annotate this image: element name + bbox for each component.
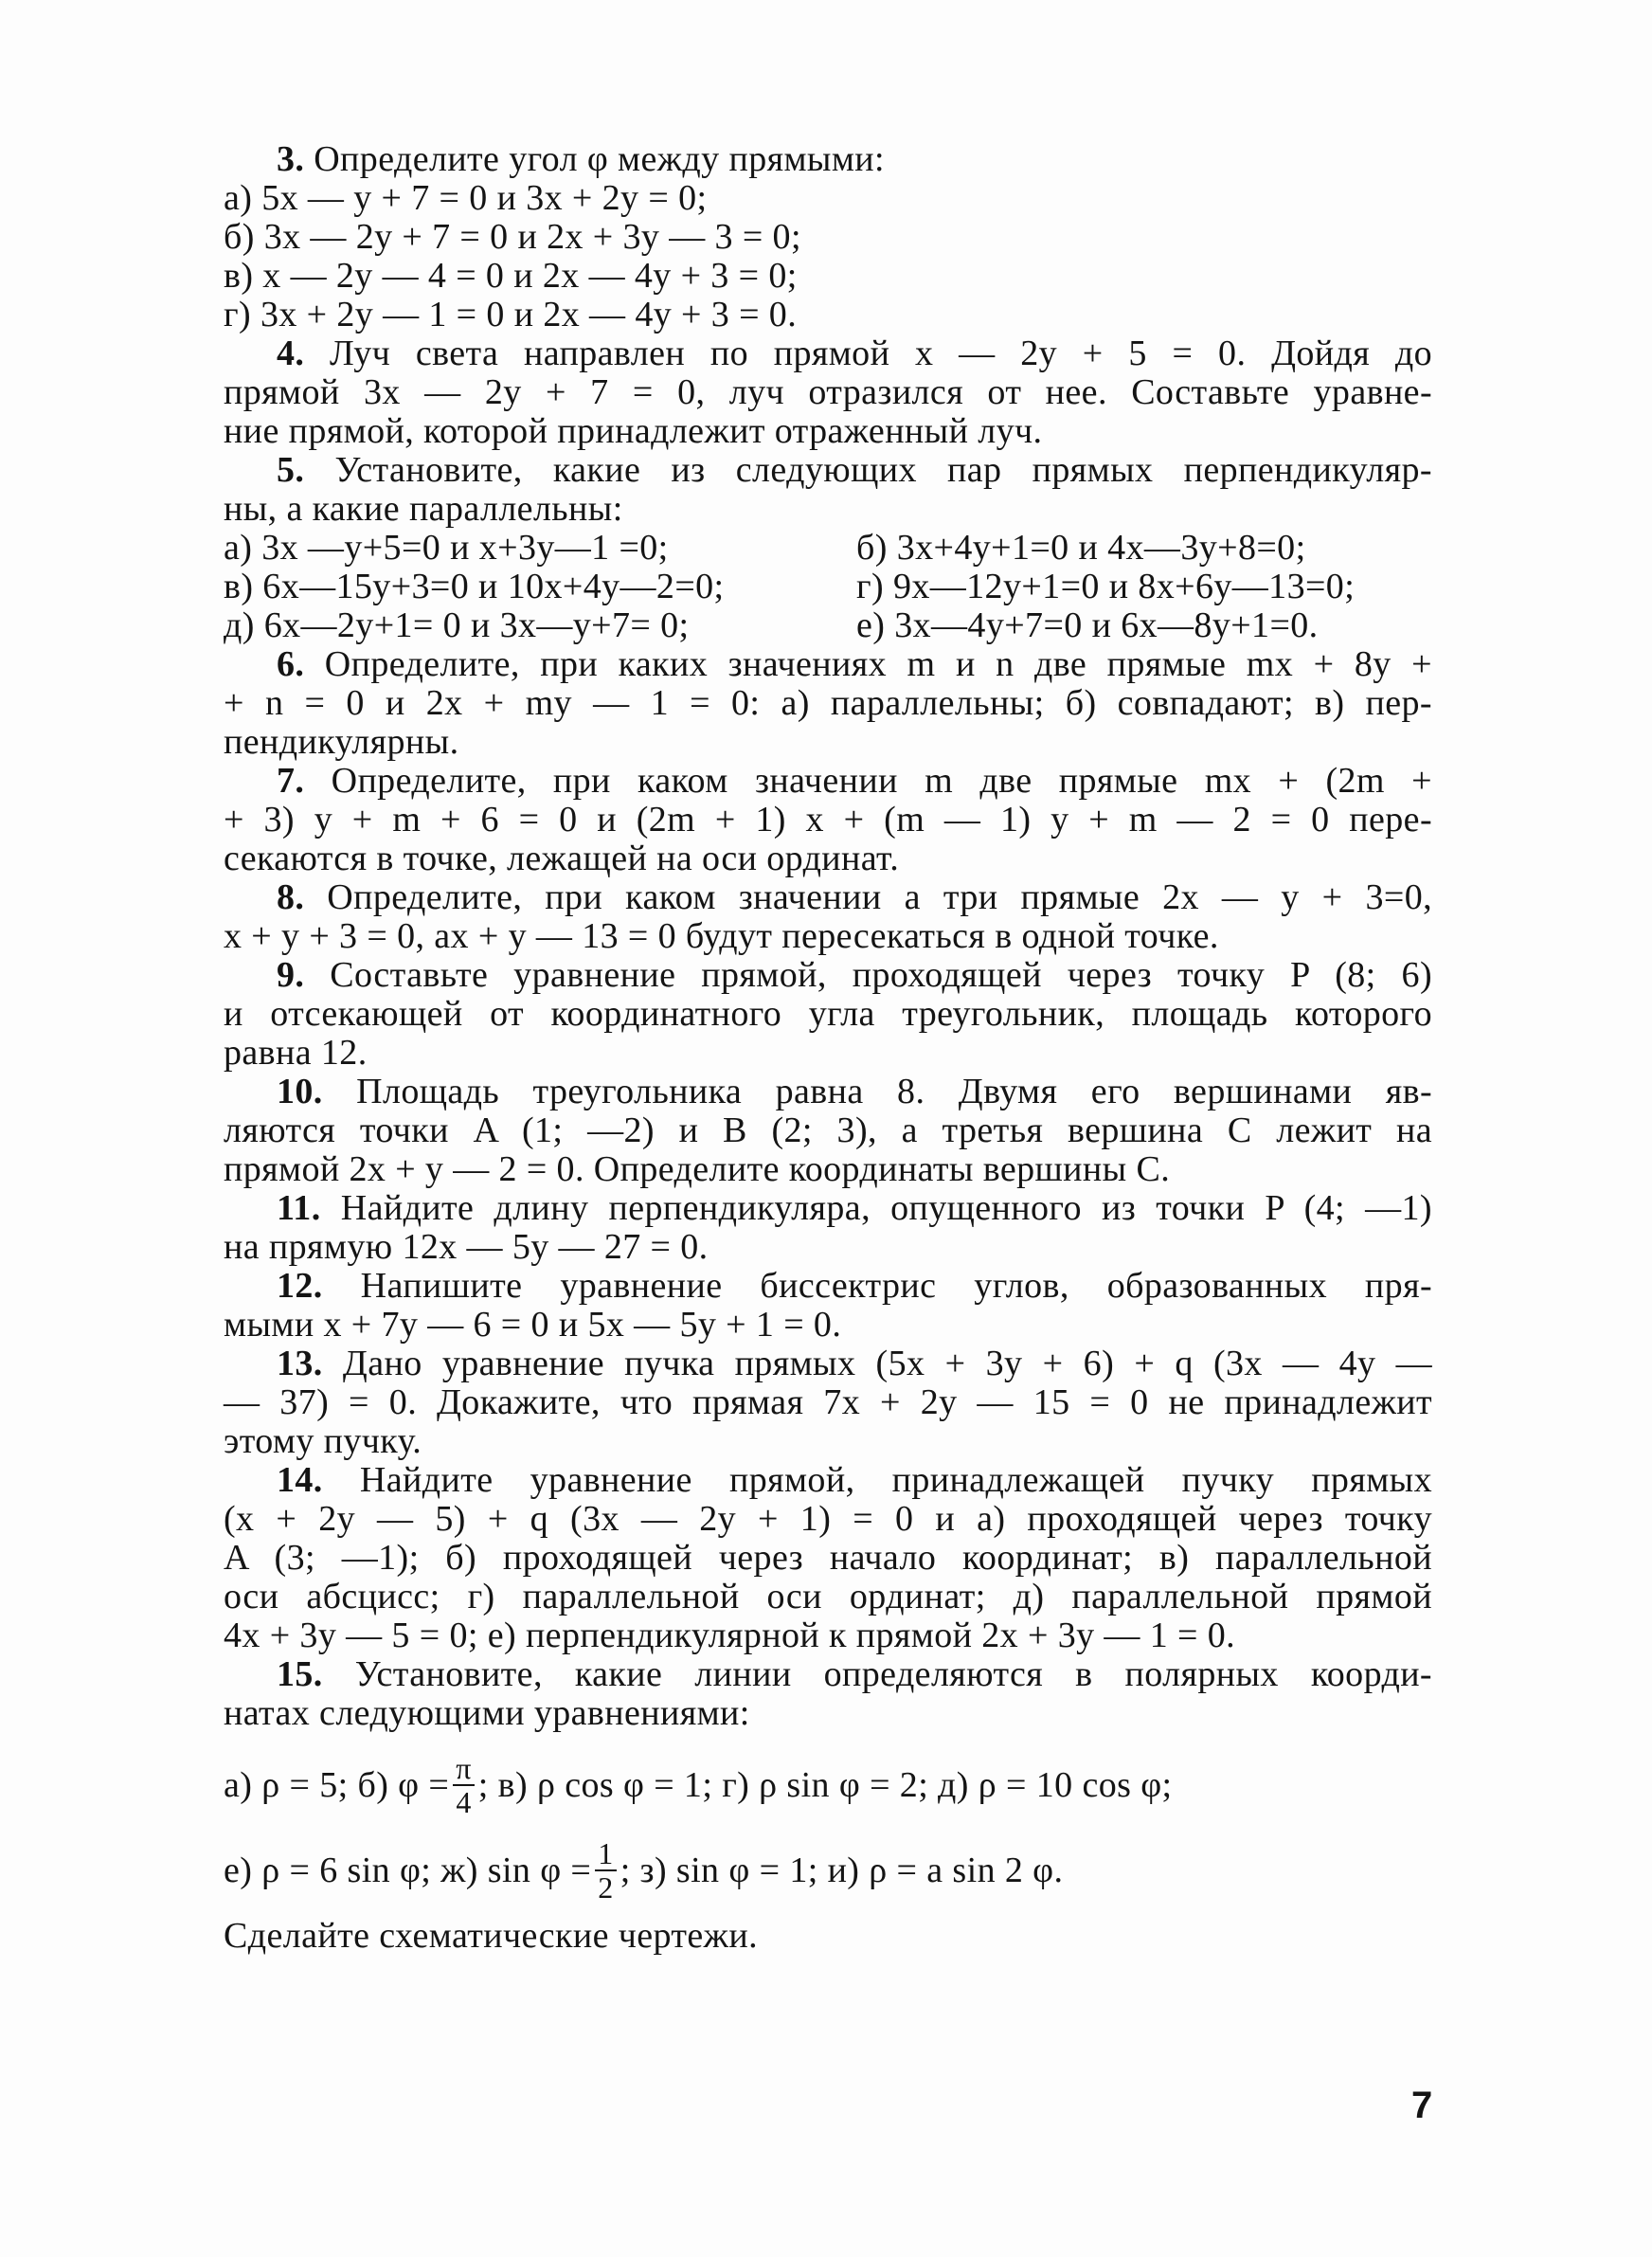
problem-text: Определите, при каких значениях m и n две прямые mx + 8y + bbox=[304, 644, 1432, 684]
problem-number: 7. bbox=[277, 761, 305, 801]
problem-number: 15. bbox=[277, 1654, 323, 1694]
problem-3-item-g: г) 3x + 2y — 1 = 0 и 2x — 4y + 3 = 0. bbox=[224, 295, 798, 334]
problem-10-line-3: прямой 2x + y — 2 = 0. Определите координаты вершины C. bbox=[224, 1149, 1171, 1189]
problem-13-line-2: — 37) = 0. Докажите, что прямая 7x + 2y — 15 = 0 не принадлежит bbox=[224, 1382, 1432, 1422]
problem-5-item-v: в) 6x—15y+3=0 и 10x+4y—2=0; bbox=[224, 567, 725, 606]
problem-text: Определите, при каком значении a три прямые 2x — y + 3=0, bbox=[304, 877, 1432, 917]
problem-text: Площадь треугольника равна 8. Двумя его вершинами яв- bbox=[322, 1072, 1432, 1111]
problem-number: 4. bbox=[277, 334, 305, 373]
problem-text: Установите, какие из следующих пар прямых перпендикуляр- bbox=[304, 450, 1432, 490]
problem-11-line-1 bbox=[224, 1189, 1432, 1228]
problem-number: 9. bbox=[277, 955, 305, 995]
problem-4-line-1 bbox=[224, 334, 1432, 373]
problem-3-item-b: б) 3x — 2y + 7 = 0 и 2x + 3y — 3 = 0; bbox=[224, 217, 801, 257]
problem-9-line-3: равна 12. bbox=[224, 1033, 368, 1073]
problem-number: 6. bbox=[277, 644, 305, 684]
problem-15-line-1 bbox=[224, 1655, 1432, 1694]
problem-9-line-1 bbox=[224, 956, 1432, 995]
formula-text: ; з) sin φ = 1; и) ρ = a sin 2 φ. bbox=[620, 1850, 1064, 1890]
problem-14-line-3: A (3; —1); б) проходящей через начало координат; в) параллельной bbox=[224, 1538, 1432, 1578]
problem-3-heading bbox=[224, 140, 1432, 179]
problem-6-line-3: пендикулярны. bbox=[224, 722, 459, 762]
problem-11-line-2: на прямую 12x — 5y — 27 = 0. bbox=[224, 1227, 709, 1267]
problem-text: Луч света направлен по прямой x — 2y + 5 = 0. Дойдя до bbox=[304, 334, 1432, 373]
problem-10-line-2: ляются точки A (1; —2) и B (2; 3), а третья вершина C лежит на bbox=[224, 1110, 1432, 1150]
problem-5-item-b: б) 3x+4y+1=0 и 4x—3y+8=0; bbox=[856, 528, 1306, 568]
problem-number: 13. bbox=[277, 1344, 323, 1383]
problem-14-line-4: оси абсцисс; г) параллельной оси ординат; д) параллельной прямой bbox=[224, 1577, 1432, 1616]
problem-number: 11. bbox=[277, 1188, 321, 1228]
problem-7-line-3: секаются в точке, лежащей на оси ординат. bbox=[224, 839, 900, 878]
problem-9-line-2: и отсекающей от координатного угла треугольник, площадь которого bbox=[224, 994, 1432, 1034]
fraction-pi-over-4 bbox=[453, 1752, 475, 1818]
problem-5-item-a: а) 3x —y+5=0 и x+3y—1 =0; bbox=[224, 528, 669, 568]
problem-15-formula-row-2 bbox=[224, 1837, 1432, 1904]
problem-text: Напишите уравнение биссектрис углов, образованных пря- bbox=[322, 1266, 1432, 1306]
problem-number: 10. bbox=[277, 1072, 323, 1111]
problem-14-line-2: (x + 2y — 5) + q (3x — 2y + 1) = 0 и а) проходящей через точку bbox=[224, 1499, 1432, 1539]
problem-5-line-2: ны, а какие параллельны: bbox=[224, 489, 623, 529]
page-number: 7 bbox=[1411, 2085, 1433, 2126]
problem-text: Дано уравнение пучка прямых (5x + 3y + 6) + q (3x — 4y — bbox=[322, 1344, 1432, 1383]
problem-12-line-2: мыми x + 7y — 6 = 0 и 5x — 5y + 1 = 0. bbox=[224, 1305, 842, 1345]
formula-text: е) ρ = 6 sin φ; ж) sin φ = bbox=[224, 1850, 592, 1890]
problem-7-line-2: + 3) y + m + 6 = 0 и (2m + 1) x + (m — 1) y + m — 2 = 0 пере- bbox=[224, 800, 1432, 840]
problem-4-line-2: прямой 3x — 2y + 7 = 0, луч отразился от нее. Составьте уравне- bbox=[224, 372, 1432, 412]
problem-4-line-3: ние прямой, которой принадлежит отраженный луч. bbox=[224, 411, 1043, 451]
fraction-numerator: π bbox=[453, 1752, 475, 1786]
problem-10-line-1 bbox=[224, 1073, 1432, 1111]
problem-15-closing: Сделайте схематические чертежи. bbox=[224, 1916, 758, 1956]
problem-13-line-1 bbox=[224, 1345, 1432, 1383]
problem-3-item-v: в) x — 2y — 4 = 0 и 2x — 4y + 3 = 0; bbox=[224, 256, 798, 296]
problem-number: 14. bbox=[277, 1460, 323, 1500]
problem-number: 12. bbox=[277, 1266, 323, 1306]
problem-text: Найдите уравнение прямой, принадлежащей пучку прямых bbox=[322, 1460, 1432, 1500]
problem-8-line-2: x + y + 3 = 0, ax + y — 13 = 0 будут пересекаться в одной точке. bbox=[224, 916, 1219, 956]
page-content bbox=[224, 140, 1432, 1956]
problem-5-item-d: д) 6x—2y+1= 0 и 3x—y+7= 0; bbox=[224, 605, 690, 645]
problem-5-item-g: г) 9x—12y+1=0 и 8x+6y—13=0; bbox=[856, 567, 1356, 606]
problem-text: Определите, при каком значении m две прямые mx + (2m + bbox=[304, 761, 1432, 801]
problem-text: Определите угол φ между прямыми: bbox=[304, 139, 885, 179]
fraction-denominator: 2 bbox=[598, 1870, 614, 1905]
problem-number: 8. bbox=[277, 877, 305, 917]
problem-15-formula-row-1 bbox=[224, 1752, 1432, 1818]
formula-text: а) ρ = 5; б) φ = bbox=[224, 1764, 450, 1805]
problem-6-line-2: + n = 0 и 2x + my — 1 = 0: а) параллельны; б) совпадают; в) пер- bbox=[224, 683, 1432, 723]
problem-7-line-1 bbox=[224, 762, 1432, 801]
problem-13-line-3: этому пучку. bbox=[224, 1421, 422, 1461]
fraction-denominator: 4 bbox=[456, 1785, 472, 1819]
problem-14-line-1 bbox=[224, 1461, 1432, 1500]
problem-text: Составьте уравнение прямой, проходящей через точку P (8; 6) bbox=[304, 955, 1432, 995]
problem-8-line-1 bbox=[224, 878, 1432, 917]
problem-15-line-2: натах следующими уравнениями: bbox=[224, 1693, 750, 1733]
fraction-one-half bbox=[595, 1837, 616, 1904]
problem-5-line-1 bbox=[224, 451, 1432, 490]
problem-number: 3. bbox=[277, 139, 305, 179]
problem-14-line-5: 4x + 3y — 5 = 0; е) перпендикулярной к прямой 2x + 3y — 1 = 0. bbox=[224, 1616, 1236, 1655]
problem-5-item-e: е) 3x—4y+7=0 и 6x—8y+1=0. bbox=[856, 605, 1319, 645]
problem-6-line-1 bbox=[224, 645, 1432, 684]
problem-5-pairs bbox=[224, 529, 1432, 645]
formula-text: ; в) ρ cos φ = 1; г) ρ sin φ = 2; д) ρ = 10 cos φ; bbox=[477, 1764, 1173, 1805]
fraction-numerator: 1 bbox=[595, 1837, 616, 1871]
problem-12-line-1 bbox=[224, 1267, 1432, 1306]
problem-number: 5. bbox=[277, 450, 305, 490]
problem-text: Установите, какие линии определяются в полярных коорди- bbox=[322, 1654, 1432, 1694]
problem-3-item-a: а) 5x — y + 7 = 0 и 3x + 2y = 0; bbox=[224, 178, 708, 218]
problem-text: Найдите длину перпендикуляра, опущенного из точки P (4; —1) bbox=[320, 1188, 1432, 1228]
